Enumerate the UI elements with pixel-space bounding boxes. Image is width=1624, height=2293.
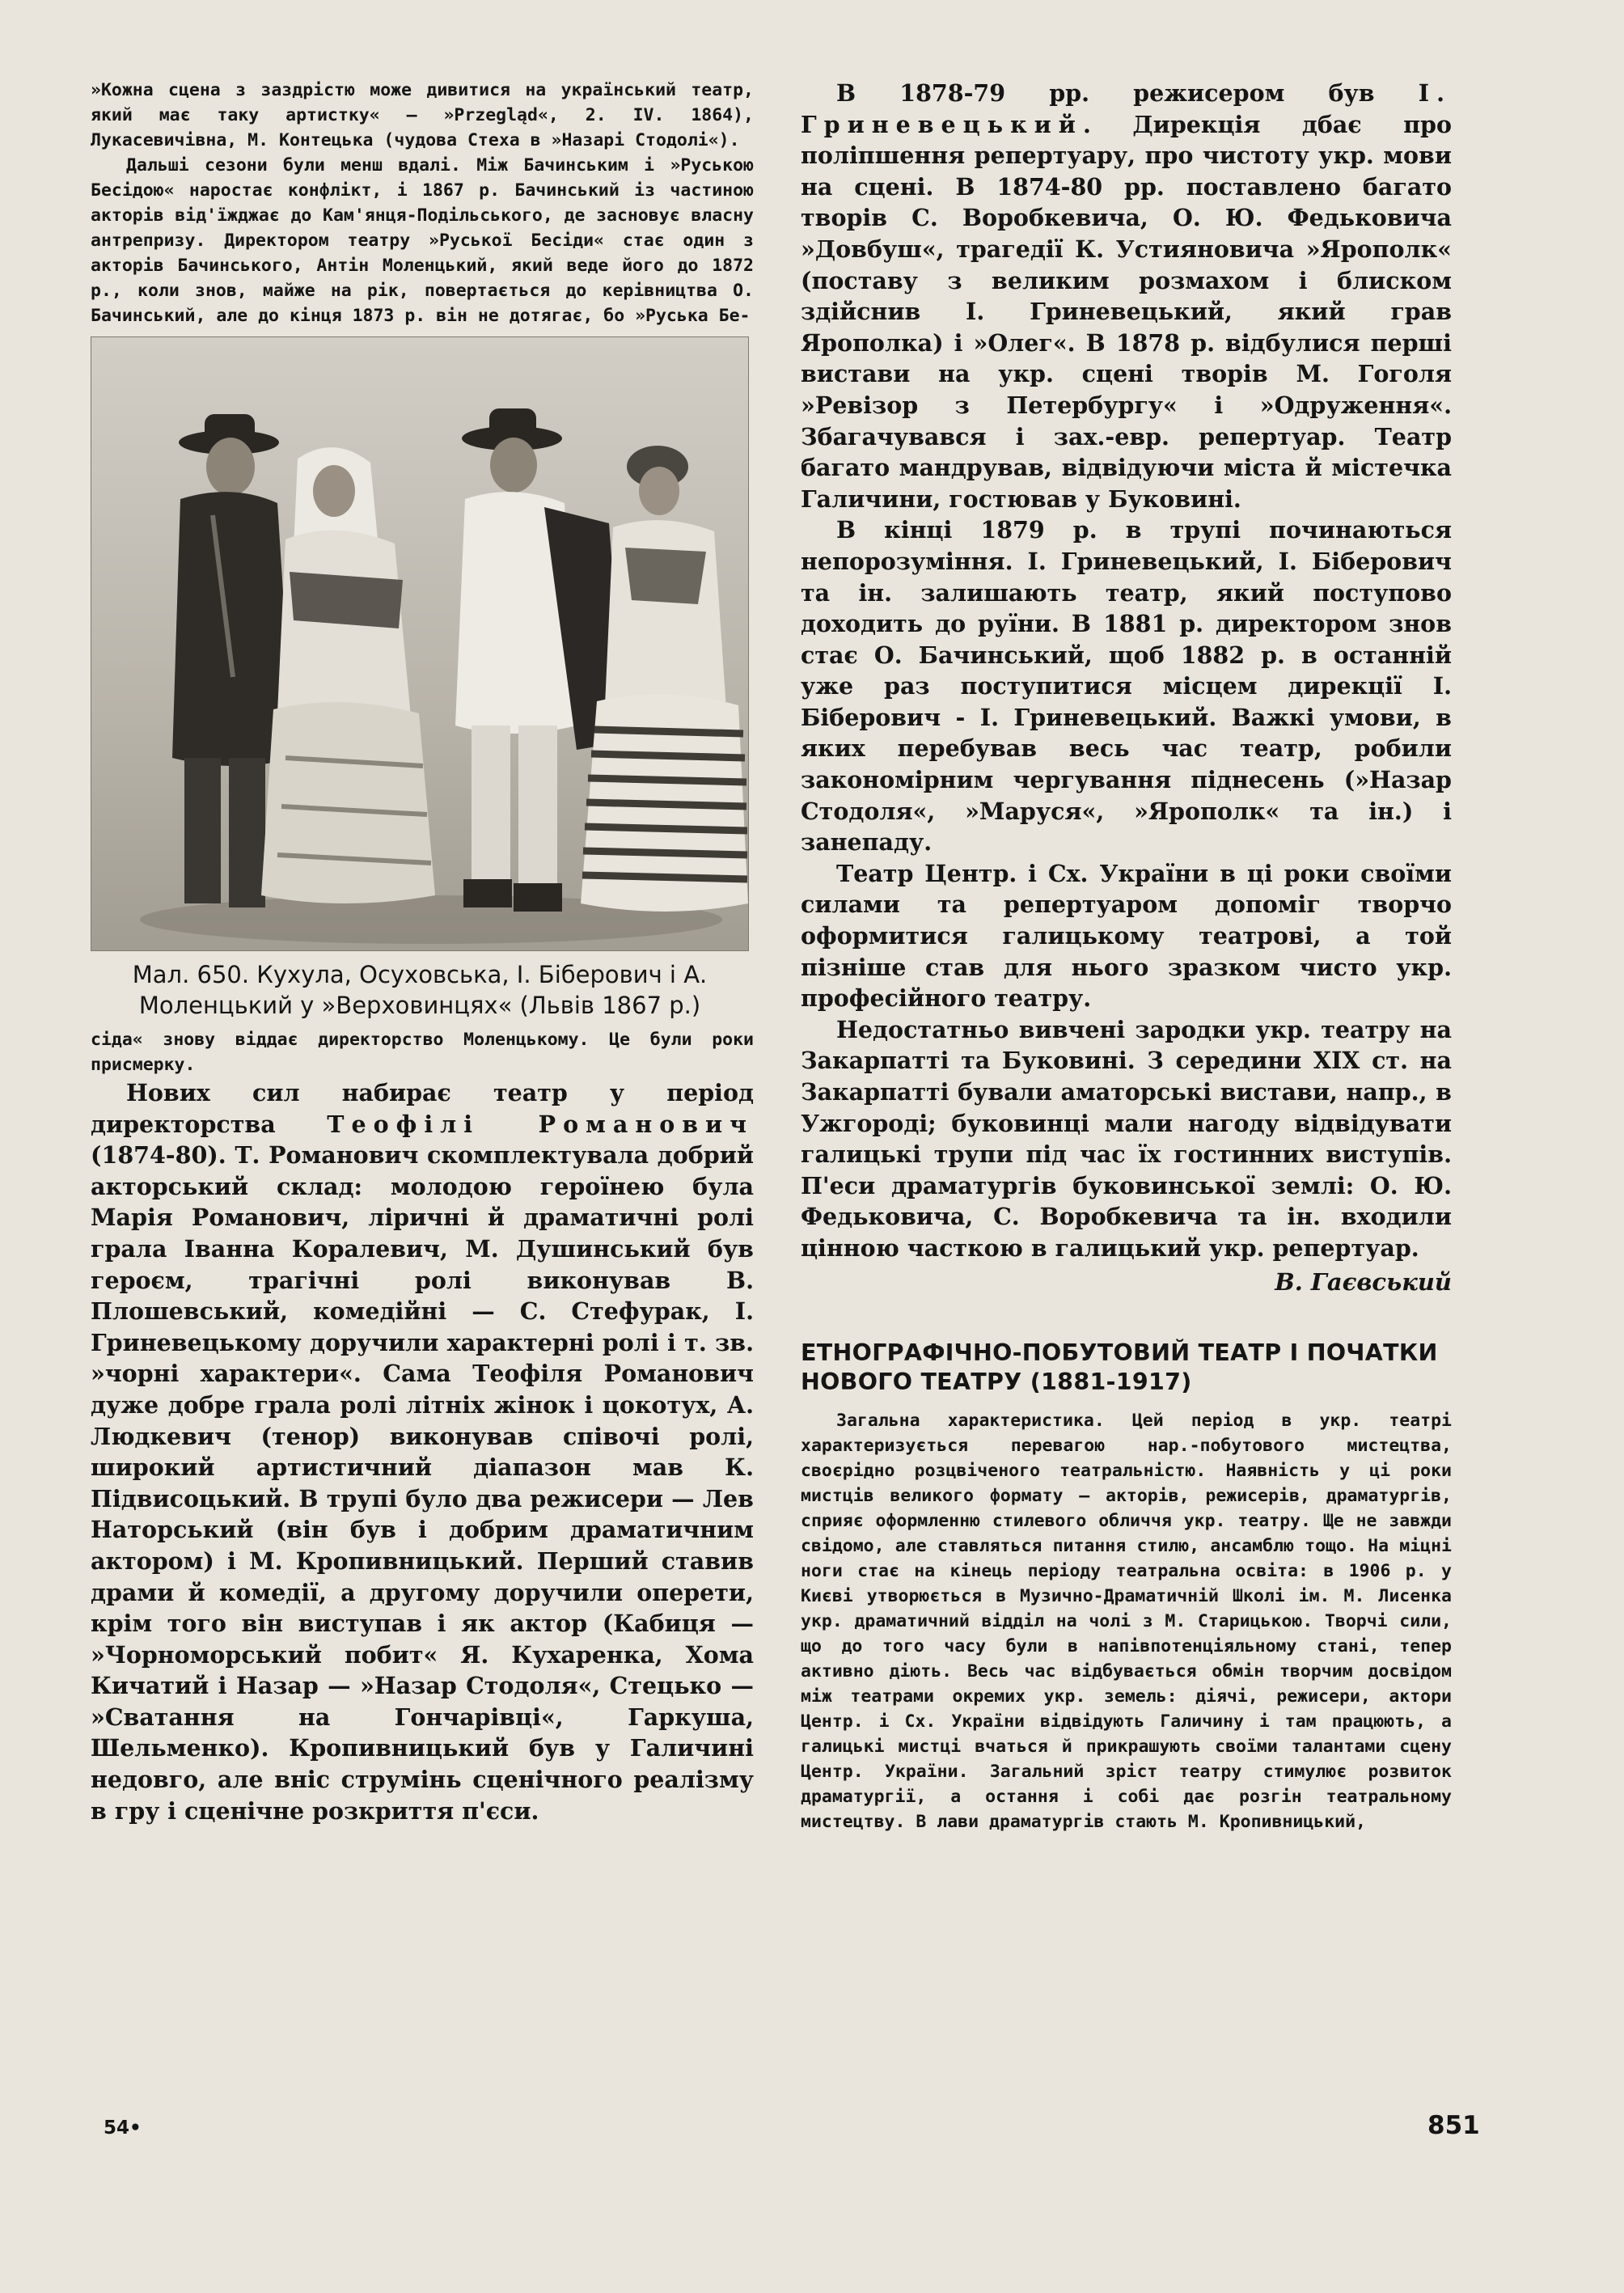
- name-teofilia-romanovych: Теофілі Романович: [327, 1110, 755, 1138]
- paragraph-conflict: Дальші сезони були менш вдалі. Між Бачинським і »Руською Бесідою« наростає конфлікт, і 1867 р. Бачинський із частиною акторів від'їжджає до Кам'янця-Подільського, де засновує власну антрепризу. Директором театру »Руської Бесіди« стає один з акторів Бачинського, Антін Моленцький, який веде його до 1872 р., коли знов, майже на рік, повертається до керівництва О. Бачинський, але до кінця 1873 р. він не дотягає, бо »Руська Бе-: [91, 155, 754, 326]
- printer-signature-mark: 54•: [104, 2117, 142, 2139]
- right-column: [801, 78, 1452, 1834]
- section-heading: ЕТНОГРАФІЧНО-ПОБУТОВИЙ ТЕАТР І ПОЧАТКИ НОВОГО ТЕАТРУ (1881-1917): [801, 1339, 1438, 1395]
- left-column: [91, 78, 754, 1826]
- figure-650: [91, 336, 749, 1021]
- paragraph-hrynevetskyi: [801, 78, 1452, 514]
- intro-paragraph: »Кожна сцена з заздрістю може дивитися на український театр, який має таку артистку« — »Przegląd«, 2. IV. 1864), Лукасевичівна, М. Контецька (чудова Стеха в »Назарі Стодолі«).: [91, 80, 754, 150]
- paragraph-romanovych-start: Нових сил набирає театр у період директорства: [91, 1079, 754, 1138]
- paragraph-hrynevetskyi-start: В 1878-79 рр. режисером був: [836, 79, 1419, 107]
- figure-caption: Мал. 650. Кухула, Осуховська, І. Біберович і А. Моленцький у »Верховинцях« (Львів 1867 р.): [132, 961, 708, 1019]
- paragraph-twilight: сіда« знову віддає директорство Моленцькому. Це були роки присмерку.: [91, 1030, 754, 1075]
- section-paragraph: [801, 1408, 1452, 1834]
- paragraph-romanovych: [91, 1077, 754, 1826]
- paragraph-hrynevetskyi-rest: . Дирекція дбає про поліпшення репертуару, про чистоту укр. мови на сцені. В 1874-80 рр. поставлено багато творів С. Воробкевича, О. Ю. Федьковича »Довбуш«, трагедії К. Устияновича »Ярополк« (поставу з великим розмахом і блиском здійснив І. Гриневецький, який грав Ярополка) і »Олег«. В 1878 р. відбулися перші вистави на укр. сцені творів М. Гоголя »Ревізор з Петербургу« і »Одруження«. Збагачувався і зах.-евр. репертуар. Театр багато мандрував, відвідуючи міста й містечка Галичини, гостював у Буковині.: [801, 110, 1452, 513]
- paragraph-zakarpattia: Недостатньо вивчені зародки укр. театру на Закарпатті та Буковині. З середини XIX ст. на Закарпатті бували аматорські вистави, напр., в Ужгороді; буковинці мали нагоду відвідувати галицькі трупи під час їх гостинних виступів. П'еси драматургів буковинської землі: О. Ю. Федьковича, С. Воробкевича та ін. входили цінною часткою в галицький укр. репертуар.: [801, 1015, 1452, 1262]
- paragraph-decline: В кінці 1879 р. в трупі починаються непорозуміння. І. Гриневецький, І. Біберович та ін. залишають театр, який поступово доходить до руїни. В 1881 р. директором знов стає О. Бачинський, щоб 1882 р. в останній уже раз поступитися місцем дирекції І. Біберович - І. Гриневецький. Важкі умови, в яких перебував весь час театр, робили закономірним чергування піднесень (»Назар Стодоля«, »Маруся«, »Ярополк« та ін.) і занепаду.: [801, 516, 1452, 857]
- photo-illustration: [91, 337, 748, 950]
- page-number: 851: [1427, 2111, 1480, 2140]
- paragraph-central-ukraine: Театр Центр. і Сх. України в ці роки своїми силами та репертуаром допоміг творчо оформитися галицькому театрові, а той пізніше став для нього зразком чисто укр. професійного театру.: [801, 859, 1452, 1013]
- name-hrynevetskyi: І. Гриневецький: [801, 79, 1452, 138]
- section-run-in: Загальна характеристика.: [836, 1410, 1105, 1431]
- section-text: Цей період в укр. театрі характеризується перевагою нар.-побутового мистецтва, своєрідно розцвіченого театральністю. Наявність у ці роки мистців великого формату — акторів, режисерів, драматургів, сприяє оформленню стилевого обличчя укр. театру. Ще не завжди свідомо, але ставляться питання стилю, ансамблю тощо. На міцні ноги стає на кінець періоду театральна освіта: в 1906 р. у Києві утворюється в Музично-Драматичній Школі ім. М. Лисенка укр. драматичний відділ на чолі з М. Старицькою. Творчі сили, що до того часу були в напівпотенціяльному стані, тепер активно діють. Весь час відбувається обмін творчим досвідом між театрами окремих укр. земель: діячі, режисери, актори Центр. і Сх. України відвідують Галичину і там працюють, а галицькі мистці вчаться й прикрашують своїми талантами сцену Центр. України. Загальний зріст театру стимулює розвиток драматургії, а остання і собі дає розгін театральному мистецтву. В лави драматургів стають М. Кропивницький,: [801, 1410, 1452, 1832]
- author-signature: В. Гаєвський: [1275, 1267, 1452, 1296]
- photo-actors-verkhovyntsi: [91, 336, 749, 951]
- paragraph-romanovych-rest: (1874-80). Т. Романович скомплектувала добрий акторський склад: молодою героїнею була Марія Романович, ліричні й драматичні ролі грала Іванна Коралевич, М. Душинський був героєм, трагічні ролі виконував В. Плошевський, комедійні — С. Стефурак, І. Гриневецькому доручили характерні ролі і т. зв. »чорні характери«. Сама Теофіля Романович дуже добре грала ролі літніх жінок і цокотух, А. Людкевич (тенор) виконував співочі ролі, широкий артистичний діапазон мав К. Підвисоцький. В трупі було два режисери — Лев Наторський (він був і добрим драматичним актором) і М. Кропивницький. Перший ставив драми й комедії, а другому доручили оперети, крім того він виступав і як актор (Кабиця — »Чорноморський побит« Я. Кухаренка, Хома Кичатий і Назар — »Назар Стодоля«, Стецько — »Сватання на Гончарівці«, Гаркуша, Шельменко). Кропивницький був у Галичині недовго, але вніс струмінь сценічного реалізму в гру і сценічне розкриття п'єси.: [91, 1141, 754, 1825]
